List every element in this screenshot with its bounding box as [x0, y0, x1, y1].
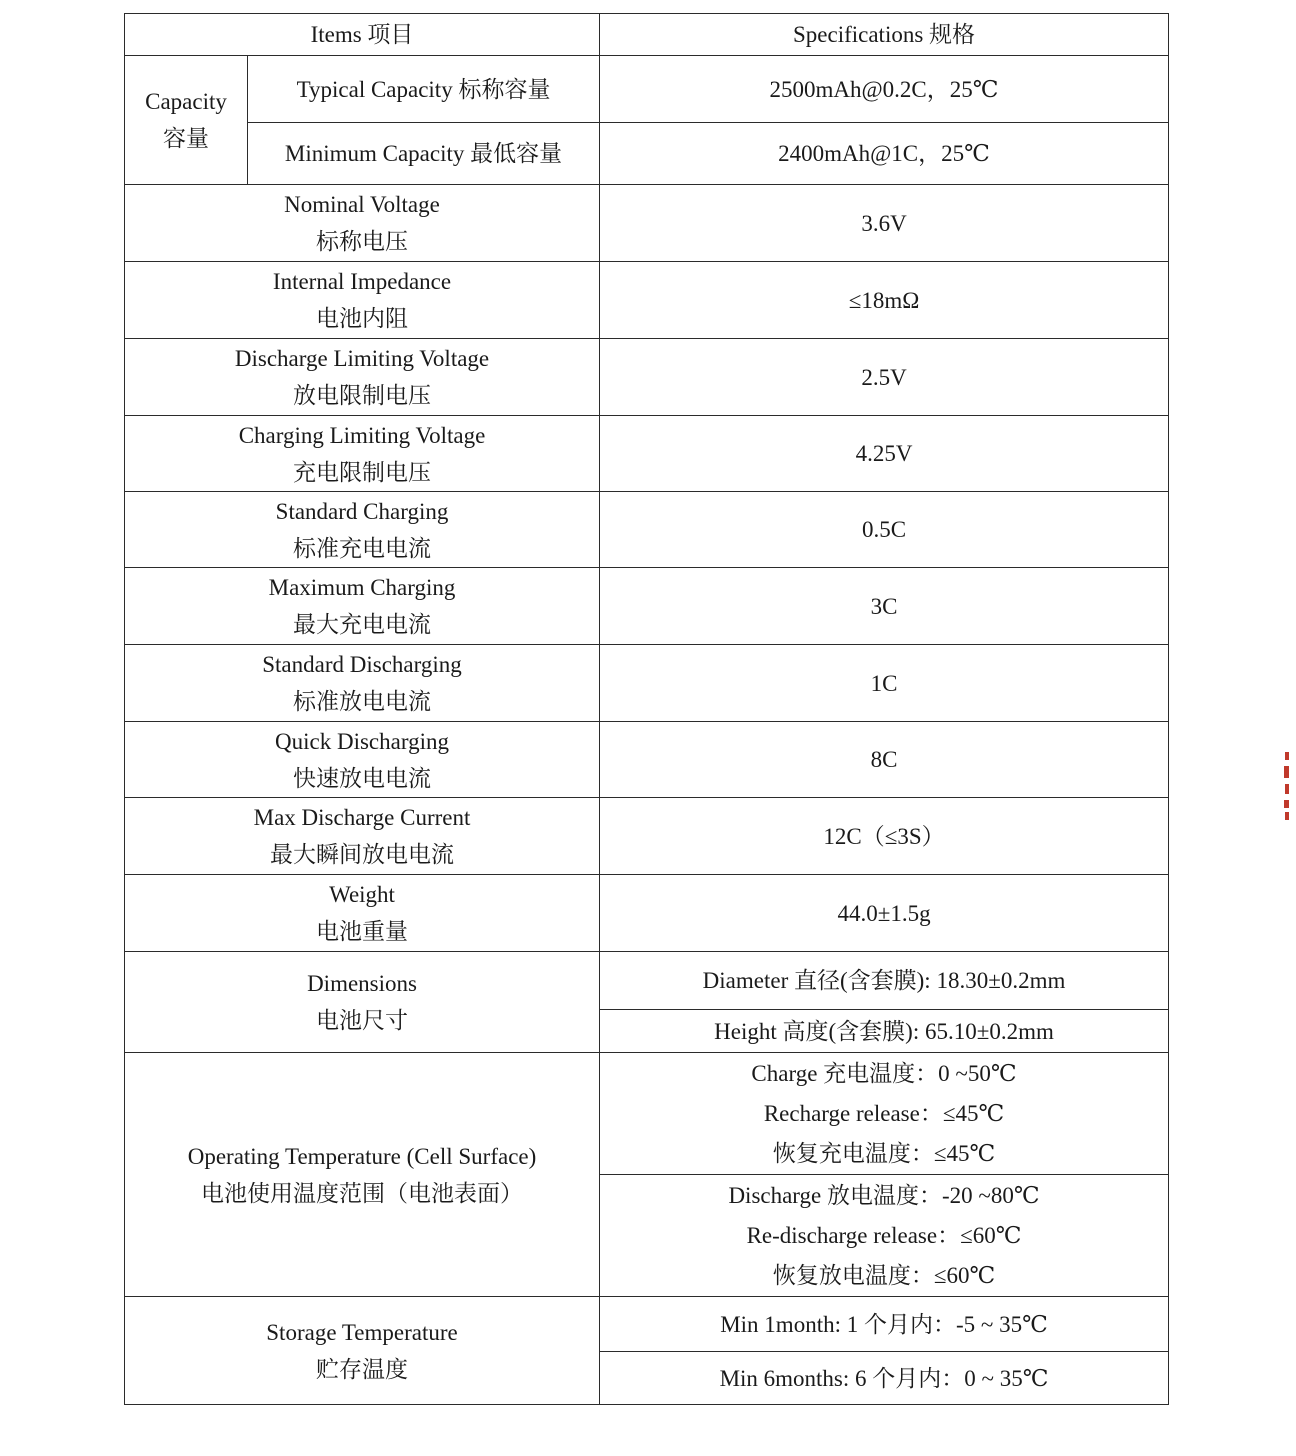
- spec-value: 3C: [600, 568, 1169, 645]
- typical-capacity-value: 2500mAh@0.2C，25℃: [600, 56, 1169, 123]
- capacity-label-cn: 容量: [163, 126, 209, 151]
- capacity-label-en: Capacity: [145, 89, 227, 114]
- table-row: [125, 1053, 1169, 1175]
- spec-value: 12C（≤3S）: [600, 798, 1169, 875]
- item-label: [125, 492, 600, 568]
- item-label-en: Standard Discharging: [262, 652, 462, 677]
- items-header: Items 项目: [125, 14, 600, 56]
- item-label: [125, 722, 600, 798]
- storage-6months-value: Min 6months: 6 个月内：0 ~ 35℃: [600, 1352, 1169, 1405]
- diameter-value: Diameter 直径(含套膜): 18.30±0.2mm: [600, 952, 1169, 1010]
- specifications-header: Specifications 规格: [600, 14, 1169, 56]
- item-label: [125, 185, 600, 262]
- table-row: [125, 416, 1169, 492]
- recharge-release-en: Recharge release：≤45℃: [763, 1100, 1005, 1126]
- item-label-cn: 快速放电电流: [293, 765, 431, 791]
- item-label-en: Quick Discharging: [275, 728, 449, 754]
- margin-stamp-mark: [1283, 750, 1291, 822]
- item-label: [125, 339, 600, 416]
- item-label: [125, 262, 600, 339]
- item-label-cn: 标准充电电流: [293, 535, 431, 561]
- table-row: [125, 492, 1169, 568]
- redischarge-release-cn: 恢复放电温度：≤60℃: [772, 1262, 996, 1288]
- charge-temperature-value: [600, 1053, 1169, 1175]
- storage-temperature-label-en: Storage Temperature: [266, 1319, 458, 1345]
- storage-1month-value: Min 1month: 1 个月内：-5 ~ 35℃: [600, 1297, 1169, 1352]
- dimensions-label: [125, 952, 600, 1053]
- table-row: [125, 568, 1169, 645]
- item-label-en: Internal Impedance: [272, 269, 452, 294]
- storage-temperature-label-cn: 贮存温度: [316, 1356, 408, 1382]
- item-label-en: Discharge Limiting Voltage: [234, 346, 490, 371]
- charge-temperature: Charge 充电温度：0 ~50℃: [751, 1060, 1017, 1086]
- spec-value: ≤18mΩ: [600, 262, 1169, 339]
- item-label: [125, 568, 600, 645]
- spec-value: 44.0±1.5g: [600, 875, 1169, 952]
- spec-value: 3.6V: [600, 185, 1169, 262]
- discharge-temperature-value: [600, 1175, 1169, 1297]
- item-label-en: Nominal Voltage: [284, 192, 440, 217]
- table-row: [125, 722, 1169, 798]
- item-label-cn: 标准放电电流: [293, 689, 431, 714]
- height-value: Height 高度(含套膜): 65.10±0.2mm: [600, 1010, 1169, 1053]
- operating-temperature-label-en: Operating Temperature (Cell Surface): [187, 1143, 537, 1169]
- dimensions-label-en: Dimensions: [307, 971, 417, 996]
- dimensions-label-cn: 电池尺寸: [316, 1008, 408, 1033]
- item-label-cn: 电池重量: [316, 919, 408, 944]
- item-label-en: Maximum Charging: [268, 575, 456, 600]
- spec-value: 2.5V: [600, 339, 1169, 416]
- spec-value: 4.25V: [600, 416, 1169, 492]
- discharge-temperature: Discharge 放电温度：-20 ~80℃: [728, 1182, 1040, 1208]
- item-label-en: Weight: [329, 882, 395, 907]
- item-label-cn: 电池内阻: [316, 306, 408, 331]
- table-row: [125, 645, 1169, 722]
- item-label-cn: 放电限制电压: [293, 383, 431, 408]
- spec-value: 1C: [600, 645, 1169, 722]
- table-row: [125, 339, 1169, 416]
- redischarge-release-en: Re-discharge release：≤60℃: [746, 1222, 1022, 1248]
- spec-table: [124, 13, 1169, 1405]
- table-row: [125, 56, 1169, 123]
- table-row: [125, 875, 1169, 952]
- item-label: [125, 875, 600, 952]
- table-row: [125, 123, 1169, 185]
- table-row: [125, 952, 1169, 1010]
- recharge-release-cn: 恢复充电温度：≤45℃: [772, 1140, 996, 1166]
- table-row: [125, 262, 1169, 339]
- table-row: [125, 185, 1169, 262]
- item-label-cn: 最大充电电流: [293, 612, 431, 637]
- capacity-label: [125, 56, 248, 185]
- item-label-en: Max Discharge Current: [253, 805, 471, 830]
- table-row: [125, 798, 1169, 875]
- minimum-capacity-value: 2400mAh@1C，25℃: [600, 123, 1169, 185]
- storage-temperature-label: [125, 1297, 600, 1405]
- item-label: [125, 645, 600, 722]
- item-label-cn: 标称电压: [316, 229, 408, 254]
- spec-value: 0.5C: [600, 492, 1169, 568]
- typical-capacity-label: Typical Capacity 标称容量: [248, 56, 600, 123]
- minimum-capacity-label: Minimum Capacity 最低容量: [248, 123, 600, 185]
- item-label-cn: 充电限制电压: [293, 459, 431, 485]
- operating-temperature-label-cn: 电池使用温度范围（电池表面）: [201, 1180, 523, 1206]
- item-label-cn: 最大瞬间放电电流: [270, 842, 454, 867]
- operating-temperature-label: [125, 1053, 600, 1297]
- spec-value: 8C: [600, 722, 1169, 798]
- item-label-en: Charging Limiting Voltage: [238, 422, 486, 448]
- header-row: [125, 14, 1169, 56]
- item-label: [125, 798, 600, 875]
- item-label: [125, 416, 600, 492]
- item-label-en: Standard Charging: [275, 498, 449, 524]
- table-row: [125, 1297, 1169, 1352]
